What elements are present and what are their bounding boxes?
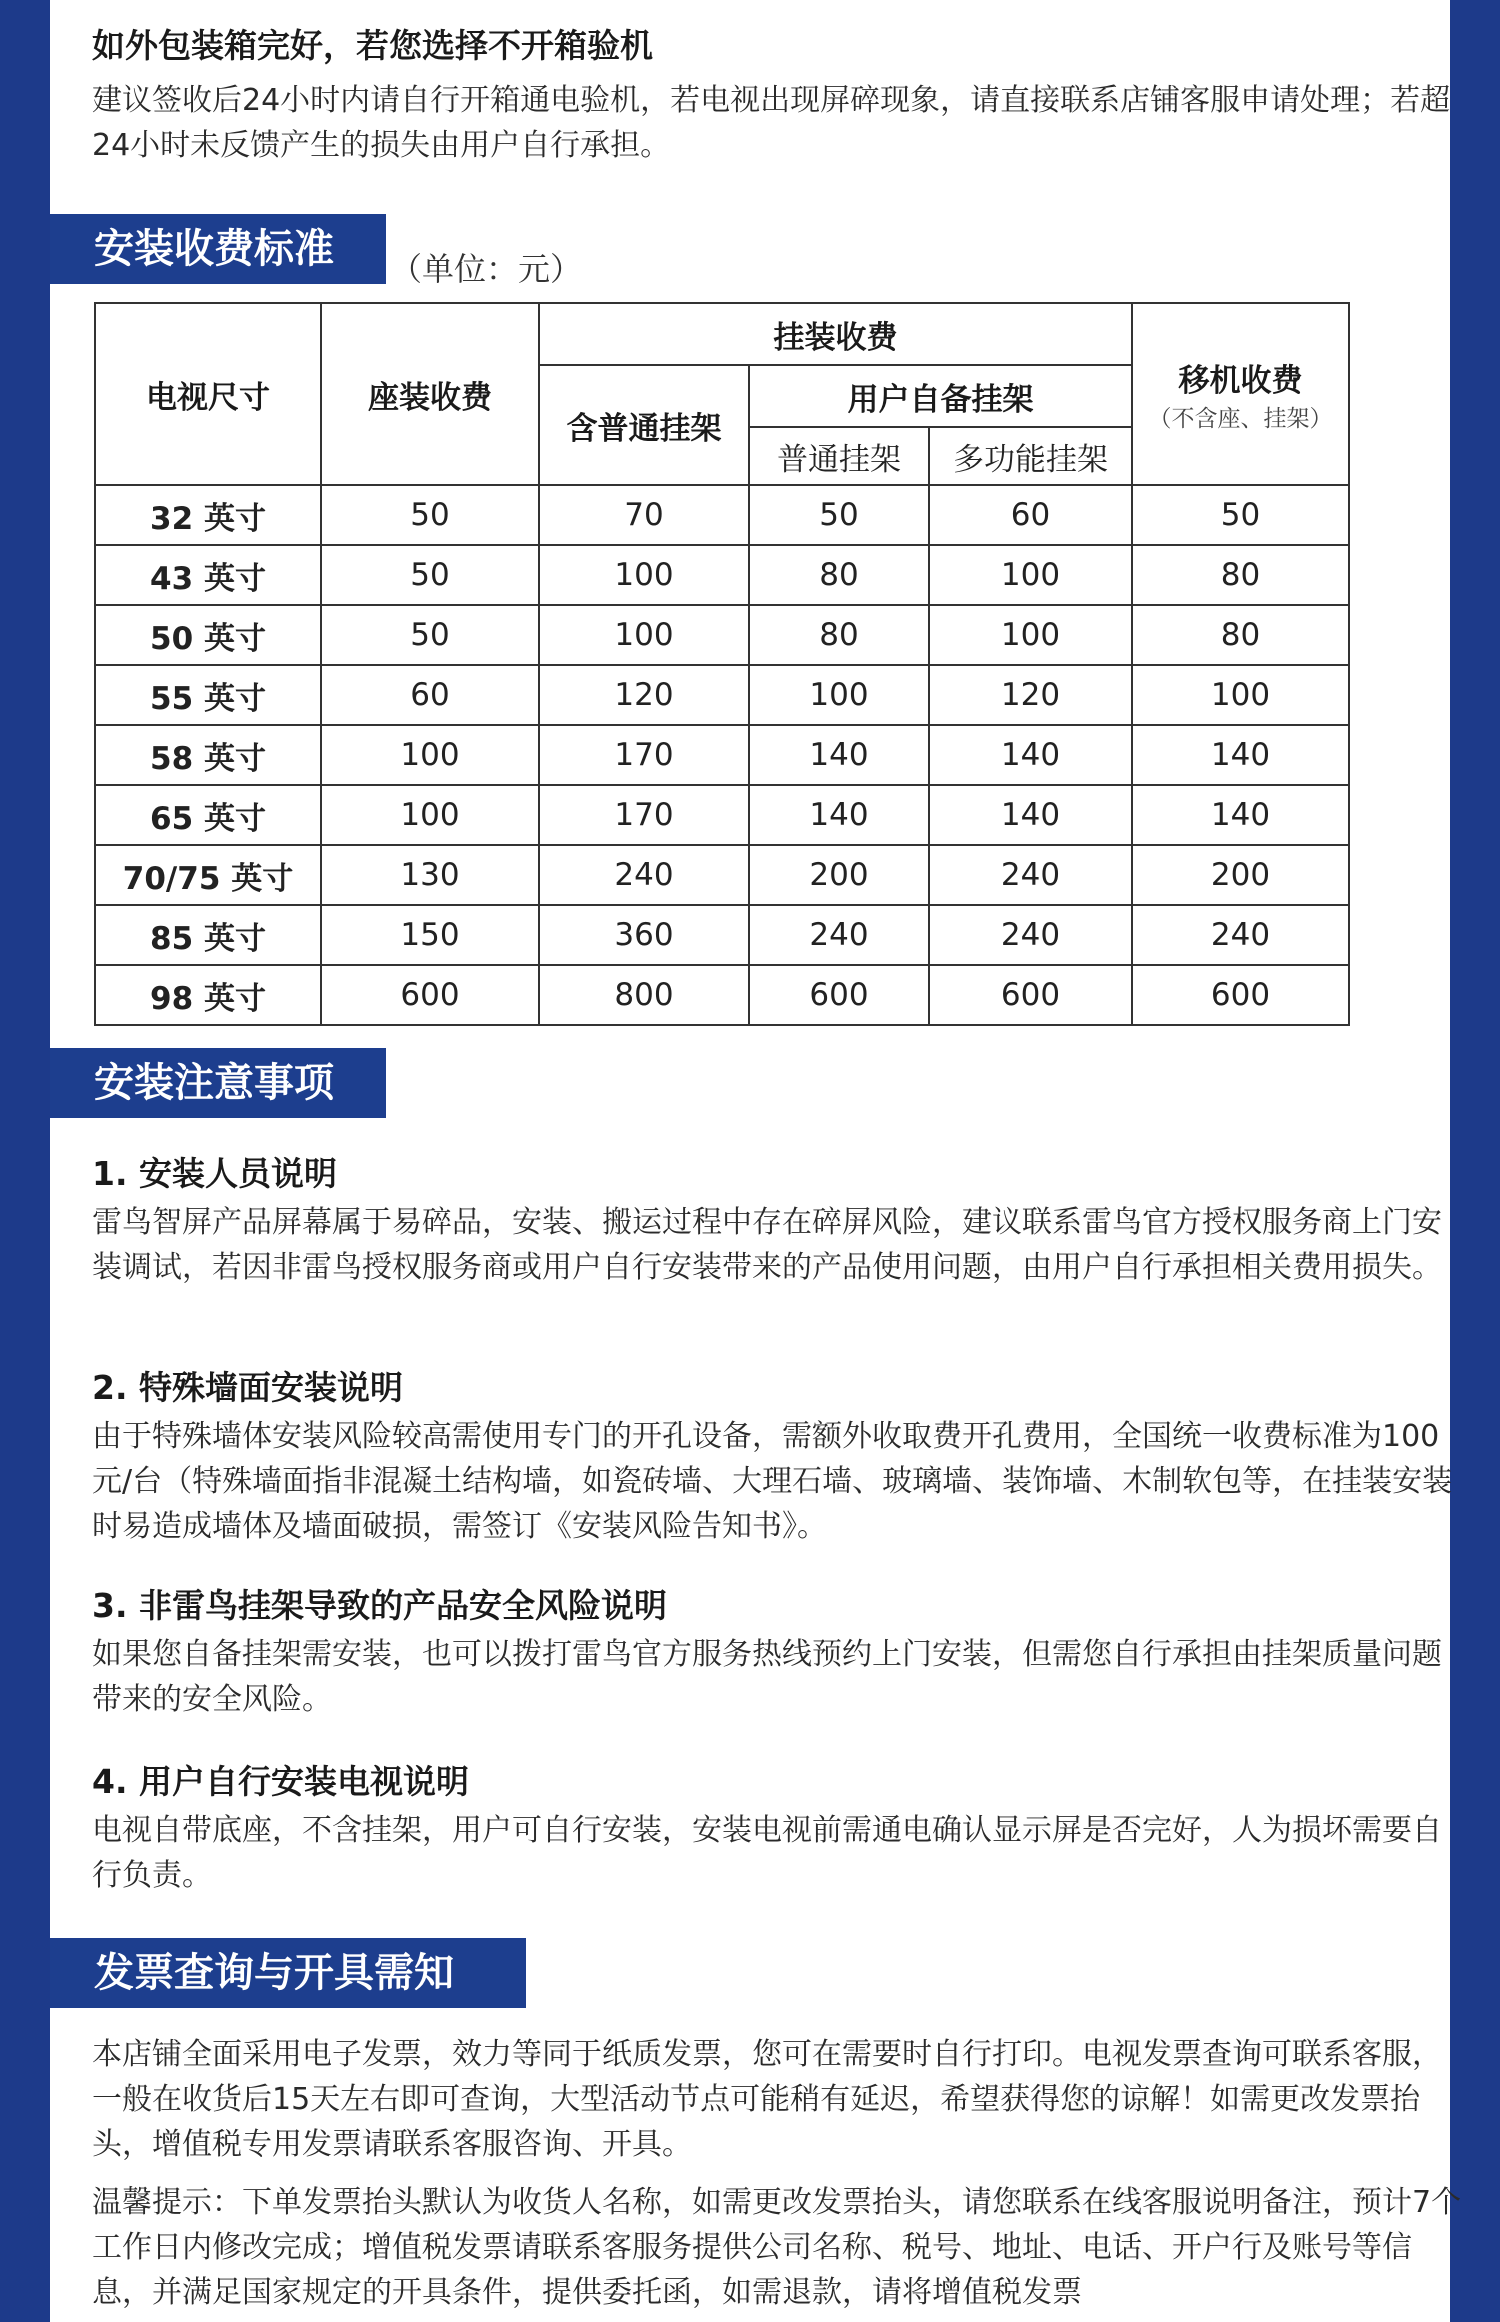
cell-wall-included: 800 — [539, 965, 749, 1025]
cell-multi: 240 — [929, 845, 1132, 905]
invoice-text: 本店铺全面采用电子发票，效力等同于纸质发票，您可在需要时自行打印。电视发票查询可联系客服，一般在收货后15天左右即可查询，大型活动节点可能稍有延迟，希望获得您的谅解！如需更改发票抬头，增值税专用发票请联系客服咨询、开具。 — [92, 2037, 1442, 2162]
table-row — [95, 905, 1349, 965]
note-2-title: 2. 特殊墙面安装说明 — [92, 1368, 403, 1407]
cell-normal: 80 — [749, 545, 929, 605]
table-row — [95, 485, 1349, 545]
invoice-tip: 温馨提示：下单发票抬头默认为收货人名称，如需更改发票抬头，请您联系在线客服说明备注，预计7个工作日内修改完成；增值税发票请联系客服务提供公司名称、税号、地址、电话、开户行及账号等信息，并满足国家规定的开具条件，提供委托函，如需退款，请将增值税发票 — [92, 2185, 1462, 2310]
cell-normal: 140 — [749, 785, 929, 845]
table-row — [95, 545, 1349, 605]
fee-section-title: 安装收费标准 — [94, 226, 334, 272]
note-2-text: 由于特殊墙体安装风险较高需使用专门的开孔设备，需额外收取费开孔费用，全国统一收费标准为100元/台（特殊墙面指非混凝土结构墙，如瓷砖墙、大理石墙、玻璃墙、装饰墙、木制软包等，在挂装安装时易造成墙体及墙面破损，需签订《安装风险告知书》。 — [92, 1419, 1453, 1544]
header-multi: 多功能挂架 — [929, 427, 1132, 485]
table-row — [95, 965, 1349, 1025]
note-1-text: 雷鸟智屏产品屏幕属于易碎品，安装、搬运过程中存在碎屏风险，建议联系雷鸟官方授权服务商上门安装调试，若因非雷鸟授权服务商或用户自行安装带来的产品使用问题，由用户自行承担相关费用损失。 — [92, 1205, 1442, 1285]
table-row — [95, 665, 1349, 725]
cell-seat: 50 — [321, 485, 539, 545]
cell-move: 200 — [1132, 845, 1349, 905]
cell-seat: 100 — [321, 785, 539, 845]
cell-wall-included: 170 — [539, 785, 749, 845]
install-fee-table — [94, 302, 1350, 1026]
header-user-own: 用户自备挂架 — [749, 365, 1132, 427]
cell-size: 58 英寸 — [95, 725, 321, 785]
cell-size: 70/75 英寸 — [95, 845, 321, 905]
cell-size: 85 英寸 — [95, 905, 321, 965]
invoice-section-title: 发票查询与开具需知 — [94, 1950, 454, 1996]
header-move — [1132, 303, 1349, 485]
page — [50, 0, 1462, 2322]
cell-normal: 600 — [749, 965, 929, 1025]
cell-wall-included: 120 — [539, 665, 749, 725]
header-move-label: 移机收费 — [1178, 363, 1303, 399]
cell-move: 240 — [1132, 905, 1349, 965]
cell-seat: 600 — [321, 965, 539, 1025]
cell-multi: 120 — [929, 665, 1132, 725]
table-row — [95, 725, 1349, 785]
cell-move: 80 — [1132, 605, 1349, 665]
cell-move: 50 — [1132, 485, 1349, 545]
cell-move: 600 — [1132, 965, 1349, 1025]
note-3-title: 3. 非雷鸟挂架导致的产品安全风险说明 — [92, 1586, 667, 1625]
table-row — [95, 845, 1349, 905]
cell-wall-included: 100 — [539, 545, 749, 605]
cell-multi: 140 — [929, 725, 1132, 785]
note-1-title: 1. 安装人员说明 — [92, 1154, 337, 1193]
fee-unit: （单位：元） — [390, 250, 583, 288]
note-3-text: 如果您自备挂架需安装，也可以拨打雷鸟官方服务热线预约上门安装，但需您自行承担由挂架质量问题带来的安全风险。 — [92, 1637, 1442, 1717]
cell-seat: 130 — [321, 845, 539, 905]
cell-seat: 50 — [321, 545, 539, 605]
cell-wall-included: 170 — [539, 725, 749, 785]
cell-seat: 60 — [321, 665, 539, 725]
invoice-section-banner — [50, 1938, 526, 2008]
cell-size: 65 英寸 — [95, 785, 321, 845]
cell-normal: 240 — [749, 905, 929, 965]
cell-size: 98 英寸 — [95, 965, 321, 1025]
header-move-note: （不含座、挂架） — [1148, 406, 1333, 432]
cell-normal: 80 — [749, 605, 929, 665]
header-normal: 普通挂架 — [749, 427, 929, 485]
header-wall-included: 含普通挂架 — [539, 365, 749, 485]
cell-size: 32 英寸 — [95, 485, 321, 545]
cell-seat: 100 — [321, 725, 539, 785]
cell-size: 55 英寸 — [95, 665, 321, 725]
note-4-title: 4. 用户自行安装电视说明 — [92, 1762, 469, 1801]
cell-multi: 240 — [929, 905, 1132, 965]
cell-wall-included: 360 — [539, 905, 749, 965]
header-seat: 座装收费 — [321, 303, 539, 485]
cell-seat: 50 — [321, 605, 539, 665]
box-check-text: 建议签收后24小时内请自行开箱通电验机，若电视出现屏碎现象，请直接联系店铺客服申请处理；若超24小时未反馈产生的损失由用户自行承担。 — [92, 83, 1451, 163]
cell-normal: 200 — [749, 845, 929, 905]
box-check-title: 如外包装箱完好，若您选择不开箱验机 — [92, 26, 653, 65]
header-wall: 挂装收费 — [539, 303, 1132, 365]
cell-move: 140 — [1132, 785, 1349, 845]
notes-section-title: 安装注意事项 — [94, 1060, 334, 1106]
cell-multi: 100 — [929, 545, 1132, 605]
cell-wall-included: 240 — [539, 845, 749, 905]
note-4-text: 电视自带底座，不含挂架，用户可自行安装，安装电视前需通电确认显示屏是否完好，人为损坏需要自行负责。 — [92, 1813, 1442, 1893]
fee-section-banner — [50, 214, 386, 284]
cell-multi: 60 — [929, 485, 1132, 545]
cell-move: 100 — [1132, 665, 1349, 725]
cell-normal: 50 — [749, 485, 929, 545]
cell-normal: 100 — [749, 665, 929, 725]
cell-seat: 150 — [321, 905, 539, 965]
cell-multi: 140 — [929, 785, 1132, 845]
cell-multi: 600 — [929, 965, 1132, 1025]
header-size: 电视尺寸 — [95, 303, 321, 485]
cell-size: 43 英寸 — [95, 545, 321, 605]
cell-size: 50 英寸 — [95, 605, 321, 665]
cell-wall-included: 70 — [539, 485, 749, 545]
cell-wall-included: 100 — [539, 605, 749, 665]
cell-multi: 100 — [929, 605, 1132, 665]
table-row — [95, 785, 1349, 845]
notes-section-banner — [50, 1048, 386, 1118]
cell-normal: 140 — [749, 725, 929, 785]
cell-move: 140 — [1132, 725, 1349, 785]
table-row — [95, 605, 1349, 665]
cell-move: 80 — [1132, 545, 1349, 605]
